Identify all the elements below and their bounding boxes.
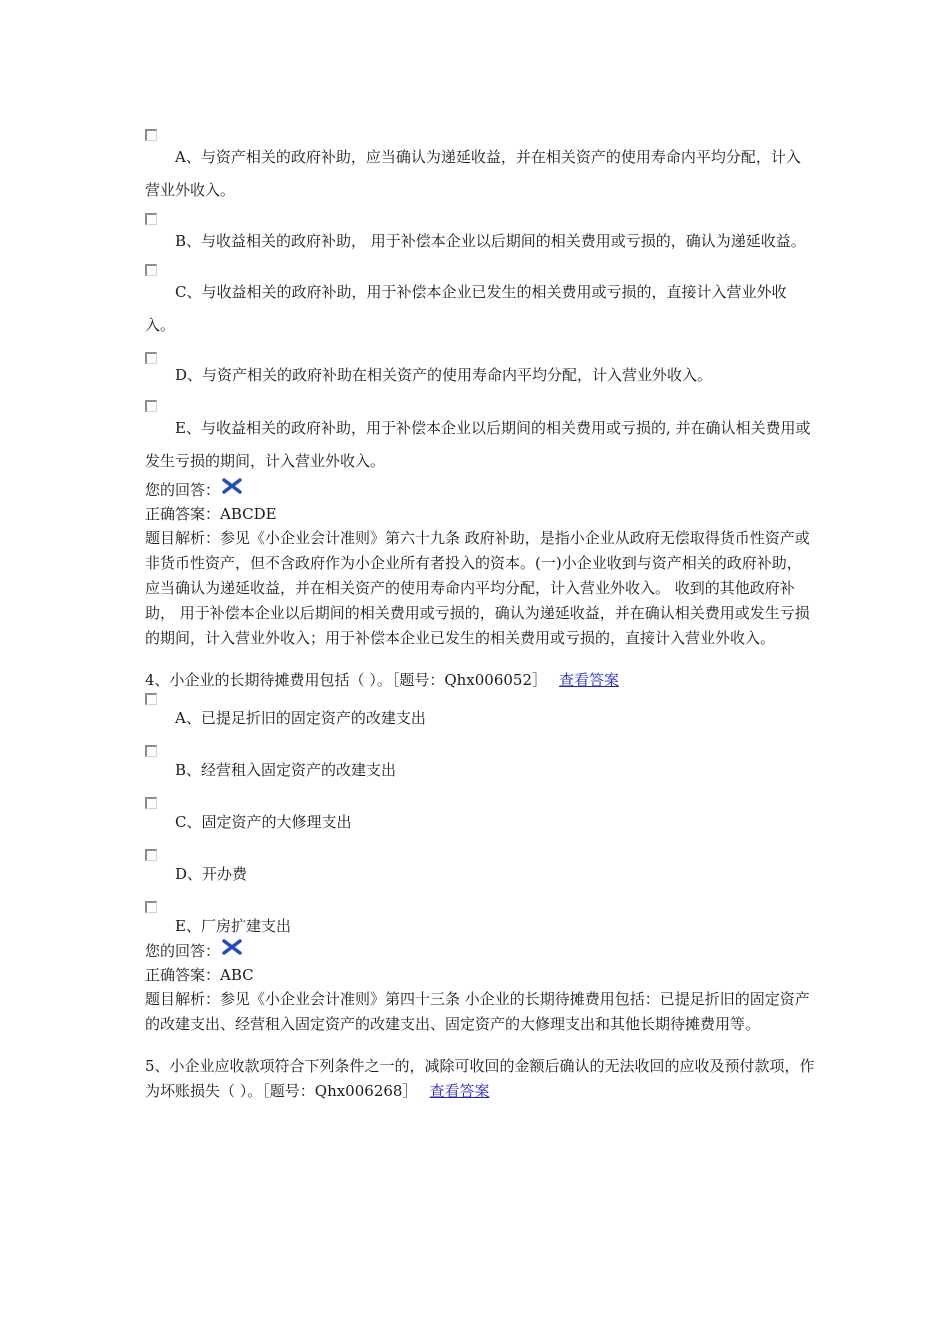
option-text: D、与资产相关的政府补助在相关资产的使用寿命内平均分配，计入营业外收入。 xyxy=(175,366,713,384)
view-answer-link[interactable]: 查看答案 xyxy=(429,1082,490,1100)
checkbox-icon[interactable] xyxy=(145,849,157,861)
q4-option-e xyxy=(145,901,815,937)
q3-option-a xyxy=(145,129,815,207)
q5-question xyxy=(145,1054,815,1104)
checkbox-icon[interactable] xyxy=(145,129,157,141)
option-text: A、与资产相关的政府补助，应当确认为递延收益，并在相关资产的使用寿命内平均分配，计入营业外收入。 xyxy=(145,148,801,199)
checkbox-icon[interactable] xyxy=(145,901,157,913)
option-text: D、开办费 xyxy=(175,865,248,883)
option-text: E、与收益相关的政府补助，用于补偿本企业以后期间的相关费用或亏损的, 并在确认相关费用或发生亏损的期间，计入营业外收入。 xyxy=(145,419,811,470)
checkbox-icon[interactable] xyxy=(145,745,157,757)
q4-option-b xyxy=(145,745,815,781)
q4-question-text: 4、小企业的长期待摊费用包括（ ）。［题号：Qhx006052］ xyxy=(145,671,547,689)
checkbox-icon[interactable] xyxy=(145,400,157,412)
checkbox-icon[interactable] xyxy=(145,352,157,364)
q3-explanation: 题目解析：参见《小企业会计准则》第六十九条 政府补助，是指小企业从政府无偿取得货币性资产或非货币性资产，但不含政府作为小企业所有者投入的资本。(一)小企业收到与资产相关的政府补助，应当确认为递延收益，并在相关资产的使用寿命内平均分配，计入营业外收入。 收到的其他政府补助， 用于补偿本企业以后期间的相关费用或亏损的，确认为递延收益，并在确认相关费用或发生亏损的期间，计入营业外收入；用于补偿本企业已发生的相关费用或亏损的，直接计入营业外收入。 xyxy=(145,529,810,647)
x-mark-icon xyxy=(222,478,242,494)
checkbox-icon[interactable] xyxy=(145,693,157,705)
option-text: C、固定资产的大修理支出 xyxy=(175,813,352,831)
option-text: E、厂房扩建支出 xyxy=(175,917,291,935)
option-text: B、经营租入固定资产的改建支出 xyxy=(175,761,397,779)
q4-your-answer xyxy=(145,939,815,963)
q3-your-answer xyxy=(145,478,815,502)
q3-option-d xyxy=(145,352,815,386)
q4-correct-answer: 正确答案：ABC xyxy=(145,966,254,984)
q3-option-b xyxy=(145,213,815,258)
q3-option-e xyxy=(145,400,815,478)
checkbox-icon[interactable] xyxy=(145,797,157,809)
x-mark-icon xyxy=(222,939,242,955)
q5-question-text: 5、小企业应收款项符合下列条件之一的，减除可收回的金额后确认的无法收回的应收及预付款项，作为坏账损失（ ）。［题号：Qhx006268］ xyxy=(145,1057,815,1100)
option-text: C、与收益相关的政府补助，用于补偿本企业已发生的相关费用或亏损的，直接计入营业外收入。 xyxy=(145,283,787,334)
q3-correct-answer: 正确答案：ABCDE xyxy=(145,505,277,523)
your-answer-label: 您的回答： xyxy=(145,481,221,499)
q4-option-d xyxy=(145,849,815,885)
q4-explanation: 题目解析：参见《小企业会计准则》第四十三条 小企业的长期待摊费用包括：已提足折旧的固定资产的改建支出、经营租入固定资产的改建支出、固定资产的大修理支出和其他长期待摊费用等。 xyxy=(145,990,810,1033)
checkbox-icon[interactable] xyxy=(145,213,157,225)
q4-option-a xyxy=(145,693,815,729)
q3-option-c xyxy=(145,264,815,342)
option-text: B、与收益相关的政府补助， 用于补偿本企业以后期间的相关费用或亏损的，确认为递延收益。 xyxy=(175,232,806,250)
quiz-content xyxy=(145,127,815,1104)
checkbox-icon[interactable] xyxy=(145,264,157,276)
q4-question xyxy=(145,668,815,693)
view-answer-link[interactable]: 查看答案 xyxy=(559,671,620,689)
q4-option-c xyxy=(145,797,815,833)
option-text: A、已提足折旧的固定资产的改建支出 xyxy=(175,709,426,727)
your-answer-label: 您的回答： xyxy=(145,942,221,960)
